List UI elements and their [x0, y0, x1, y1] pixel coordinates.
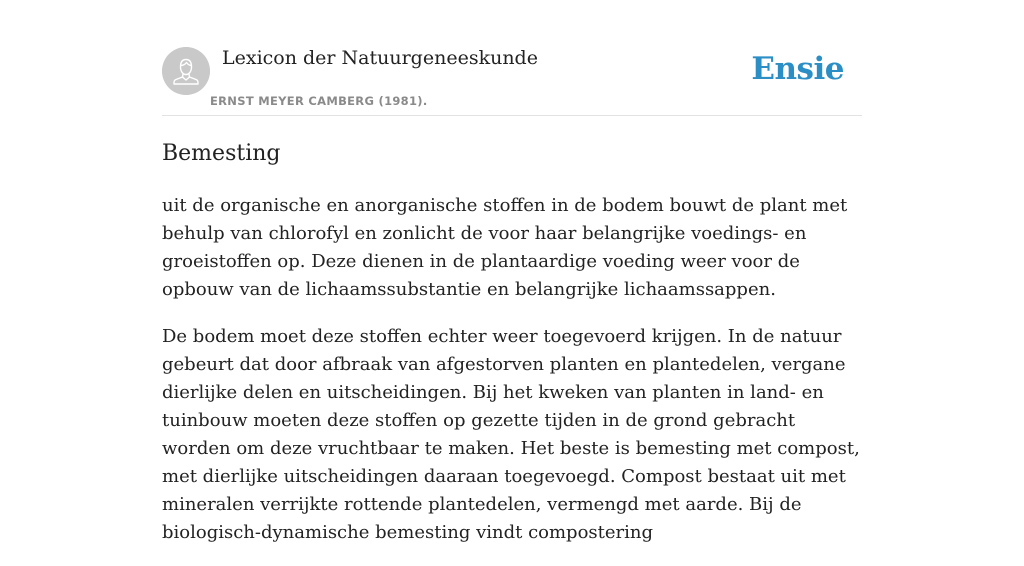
user-placeholder-icon: [162, 47, 210, 95]
paragraph: De bodem moet deze stoffen echter weer toegevoerd krijgen. In de natuur gebeurt dat door afbraak van afgestorven planten en plantedelen, vergane dierlijke delen en uitscheidingen. Bij het kweken van planten in land- en tuinbouw moeten deze stoffen op gezette tijden in de grond gebracht worden om deze vruchtbaar te maken. Het beste is bemesting met compost, met dierlijke uitscheidingen daaraan toegevoegd. Compost bestaat uit met mineralen verrijkte rottende plantedelen, vermengd met aarde. Bij de biologisch-dynamische bemesting vindt compostering: [162, 326, 860, 543]
page: [162, 0, 862, 543]
paragraph: uit de organische en anorganische stoffen in de bodem bouwt de plant met behulp van chlorofyl en zonlicht de voor haar belangrijke voedings- en groeistoffen op. Deze dienen in de plantaardige voeding weer voor de opbouw van de lichaamssubstantie en belangrijke lichaamssappen.: [162, 195, 848, 300]
entry-body: [162, 192, 862, 566]
author-credit: ERNST MEYER CAMBERG (1981).: [210, 94, 428, 108]
ensie-logo[interactable]: Ensie: [751, 51, 844, 87]
header: [162, 0, 862, 116]
book-title[interactable]: Lexicon der Natuurgeneeskunde: [222, 47, 538, 69]
entry-title: Bemesting: [162, 141, 281, 166]
avatar: [162, 47, 210, 95]
